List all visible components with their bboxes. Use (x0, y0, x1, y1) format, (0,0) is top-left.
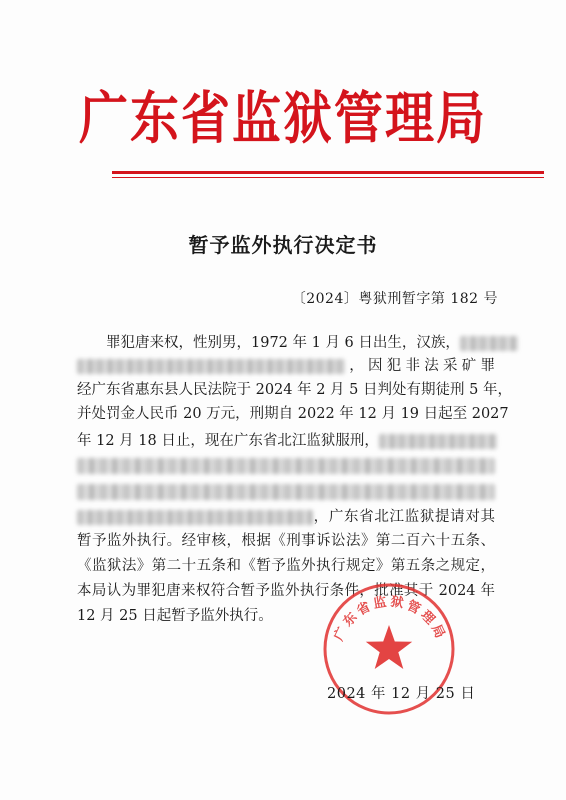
body-line-11: 本局认为罪犯唐来权符合暂予监外执行条件，批准其于 2024 年 (77, 583, 495, 599)
body-line-12: 12 月 25 日起暂予监外执行。 (77, 608, 273, 624)
body-line-2 (77, 355, 495, 378)
body-text: 罪犯唐来权，性别男，1972 年 1 月 6 日出生，汉族， (106, 335, 460, 351)
letterhead-title: 广东省监狱管理局 (78, 85, 487, 152)
body-line-10: 《监狱法》第二十五条和《暂予监外执行规定》第五条之规定， (77, 558, 495, 574)
document-date: 2024 年 12 月 25 日 (327, 686, 476, 702)
body-text: ，因犯非法采矿罪 (345, 358, 495, 374)
body-line-1 (106, 332, 495, 355)
star-icon (366, 625, 412, 669)
body-text: 年 12 月 18 日止，现在广东省北江监狱服刑， (77, 433, 379, 449)
body-line-5 (77, 430, 495, 453)
redacted-line-6 (77, 458, 495, 474)
body-line-3: 经广东省惠东县人民法院于 2024 年 2 月 5 日判处有期徒刑 5 年， (77, 382, 512, 398)
redacted-text (460, 336, 518, 351)
body-text: ，广东省北江监狱提请对其 (313, 509, 495, 525)
body-line-8 (77, 506, 495, 529)
seal-text: 广东省监狱管理局 (331, 594, 449, 644)
letterhead-rule-thick (112, 171, 544, 174)
redacted-line-7 (77, 484, 495, 500)
redacted-text (77, 359, 345, 374)
body-line-4: 并处罚金人民币 20 万元，刑期自 2022 年 12 月 19 日起至 2027 (77, 406, 509, 422)
document-title: 暂予监外执行决定书 (188, 233, 378, 257)
redacted-text (379, 434, 497, 449)
body-line-9: 暂予监外执行。经审核，根据《刑事诉讼法》第二百六十五条、 (77, 533, 495, 549)
redacted-text (77, 510, 313, 525)
document-number: 〔2024〕粤狱刑暂字第 182 号 (291, 291, 498, 307)
letterhead-rule-thin (112, 177, 544, 178)
